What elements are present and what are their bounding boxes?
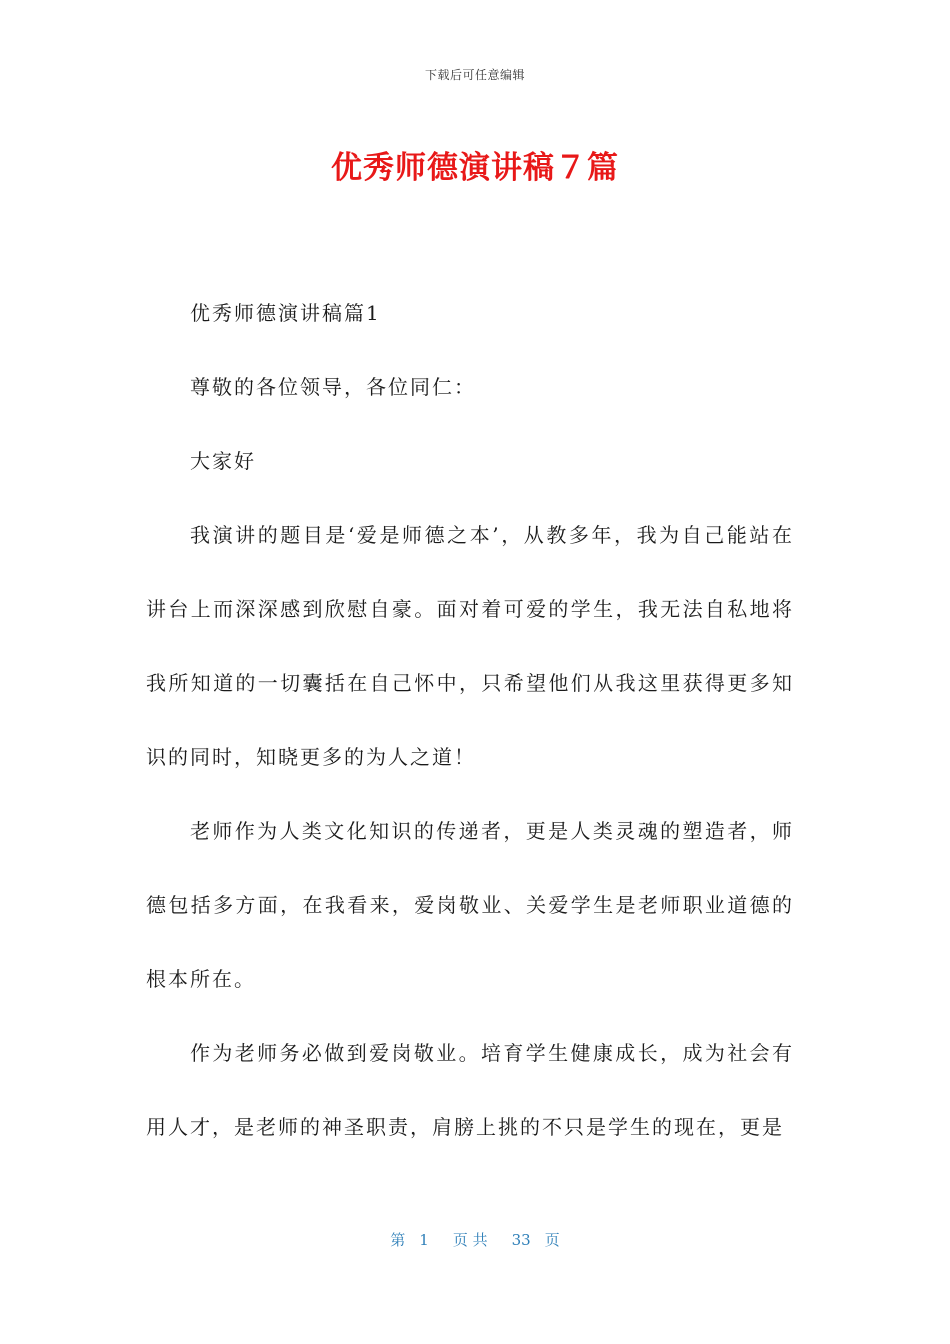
greeting-paragraph: 大家好 — [190, 449, 256, 473]
document-body — [146, 276, 794, 1164]
page-prefix: 第 — [390, 1231, 406, 1249]
body-paragraph: 作为老师务必做到爱岗敬业。培育学生健康成长，成为社会有用人才，是老师的神圣职责，肩膀上挑的不只是学生的现在，更是 — [146, 1041, 794, 1139]
section-heading: 优秀师德演讲稿篇1 — [190, 301, 381, 325]
document-title: 优秀师德演讲稿７篇 — [331, 150, 619, 186]
page-header-note: 下载后可任意编辑 — [424, 68, 525, 82]
body-paragraph: 我演讲的题目是‘爱是师德之本’，从教多年，我为自己能站在讲台上而深深感到欣慰自豪。面对着可爱的学生，我无法自私地将我所知道的一切囊括在自己怀中，只希望他们从我这里获得更多知识的同时，知晓更多的为人之道！ — [146, 523, 794, 769]
total-pages-number: 33 — [511, 1231, 531, 1249]
current-page-number: 1 — [419, 1231, 429, 1249]
salutation-paragraph: 尊敬的各位领导，各位同仁： — [190, 375, 476, 399]
page-total-label: 页 共 — [452, 1231, 488, 1249]
page-suffix: 页 — [544, 1231, 560, 1249]
page-footer — [0, 1229, 950, 1250]
body-paragraph: 老师作为人类文化知识的传递者，更是人类灵魂的塑造者，师德包括多方面，在我看来，爱岗敬业、关爱学生是老师职业道德的根本所在。 — [146, 819, 794, 991]
